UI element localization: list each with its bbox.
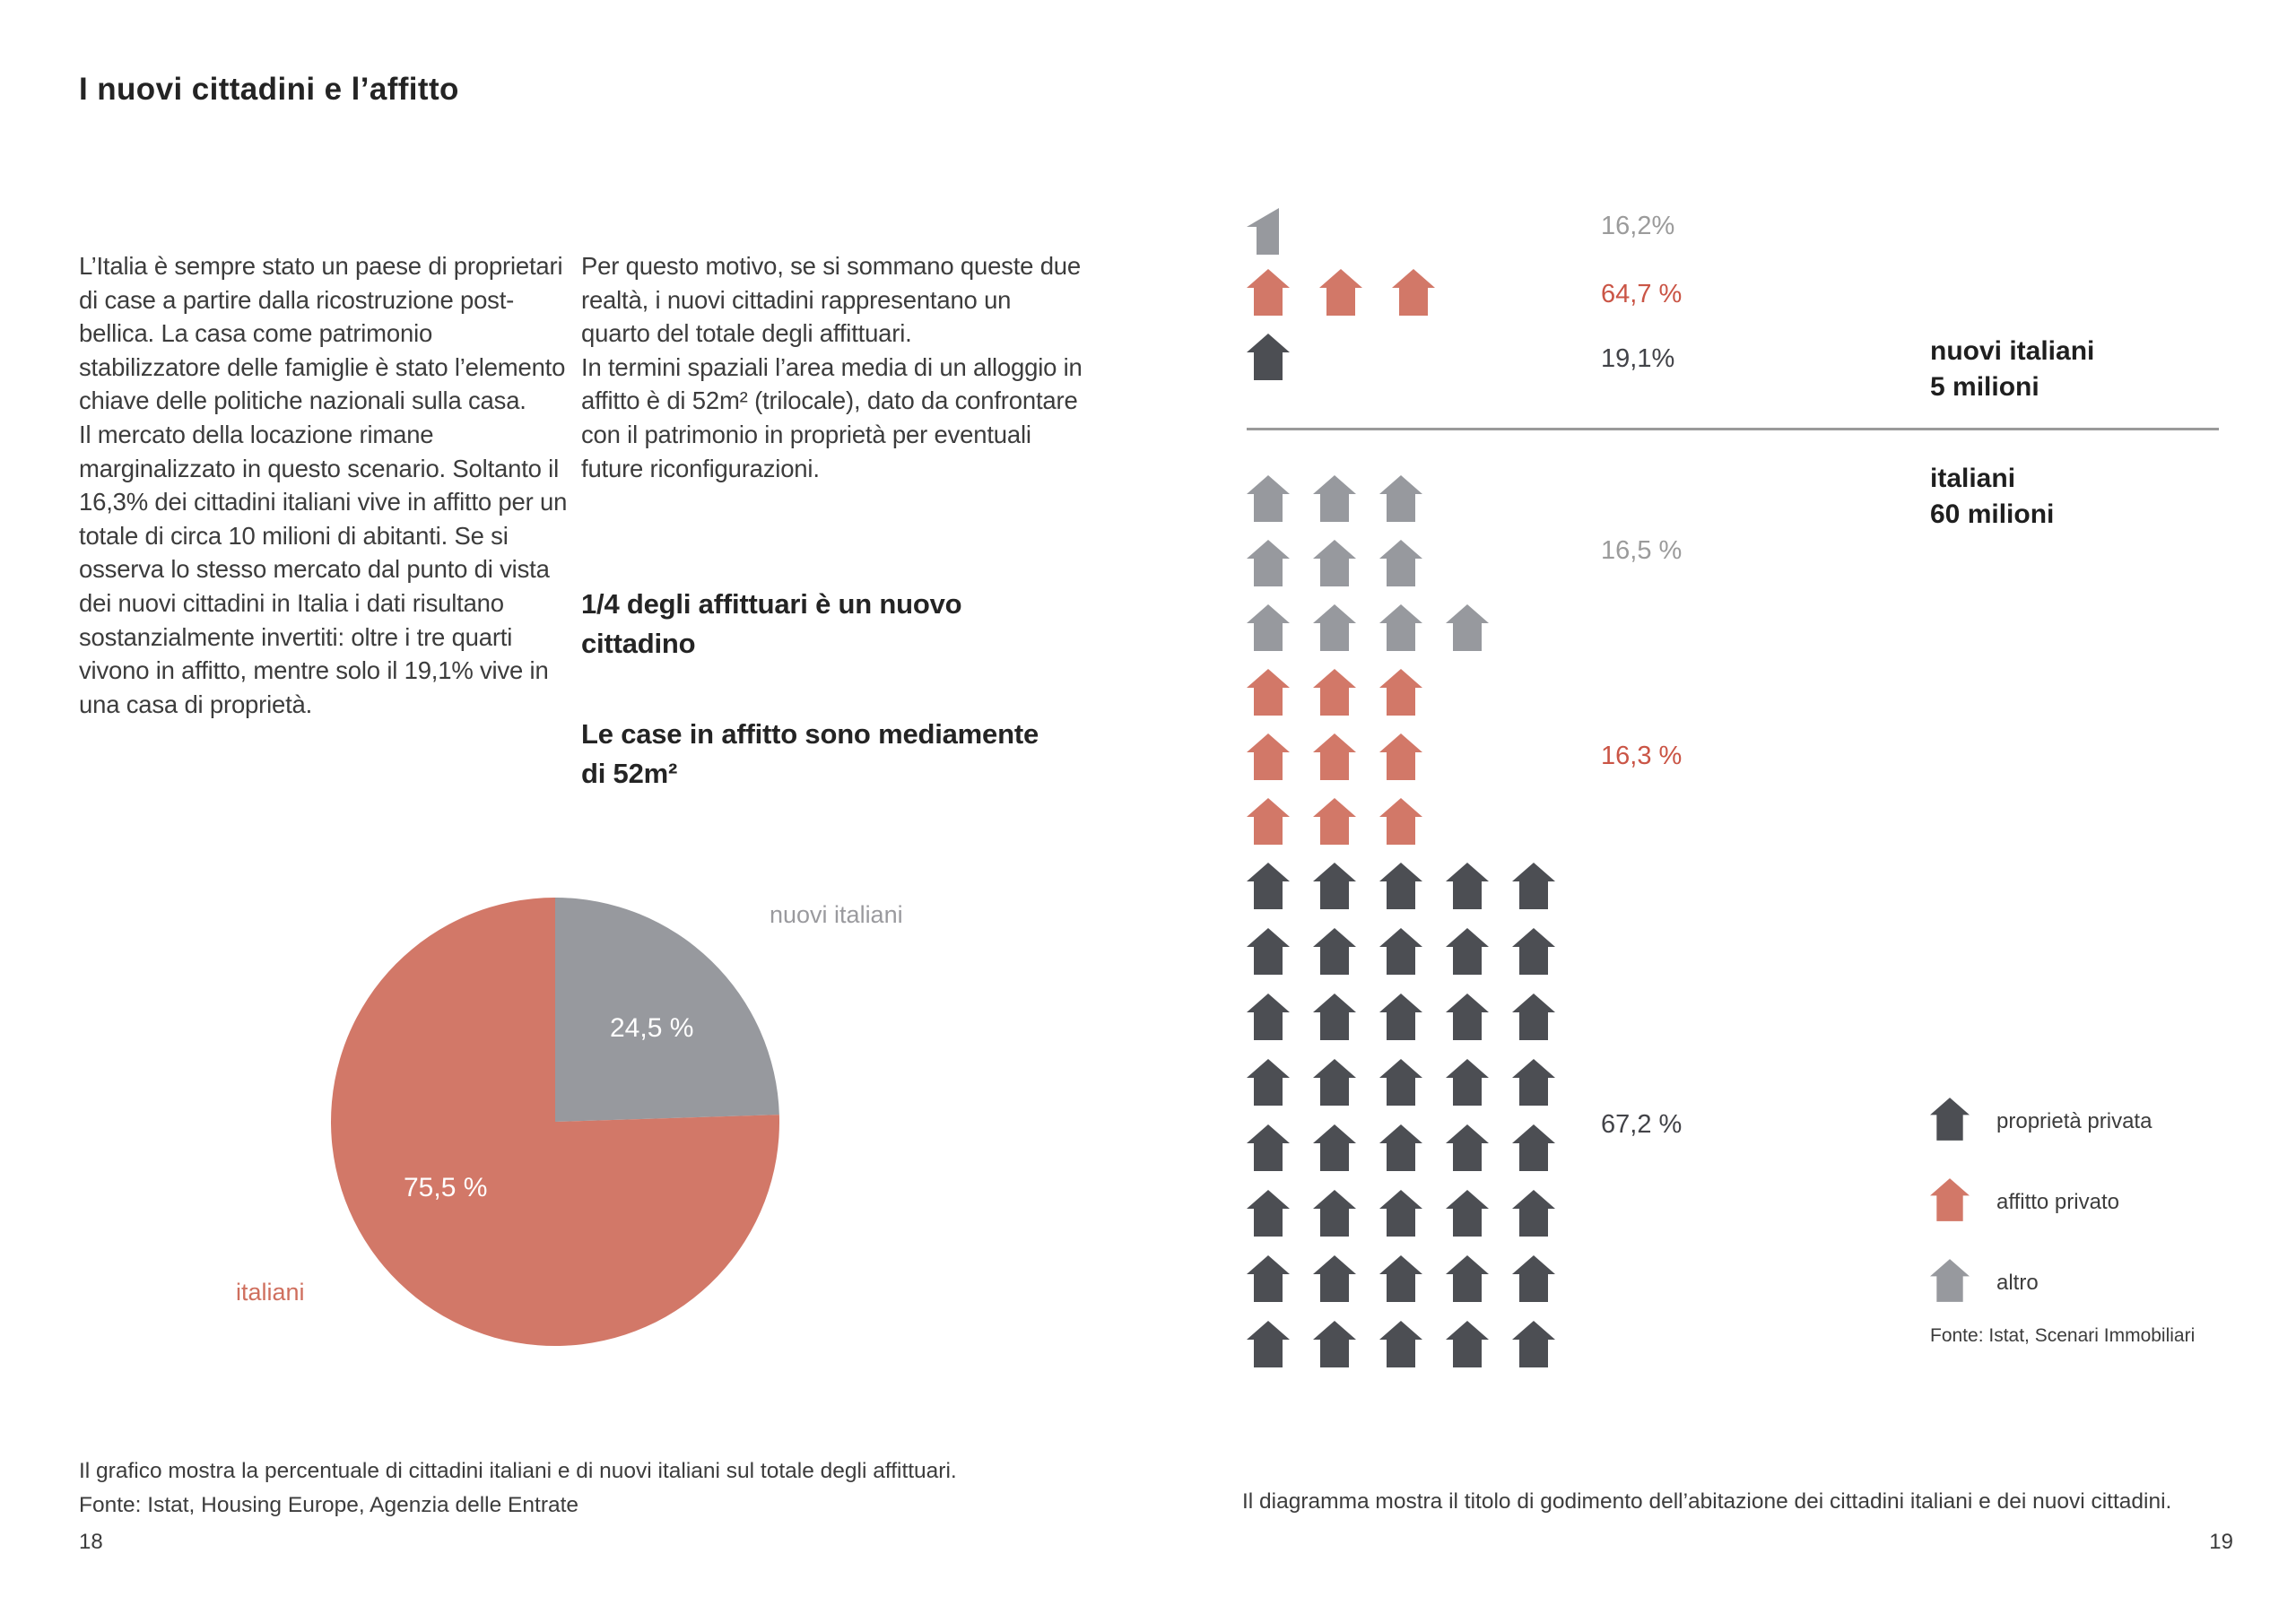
left-caption [79,1454,1137,1523]
divider-line [1247,428,2219,430]
pictogram-row [1247,798,1422,845]
house-icon [1446,928,1489,975]
pictogram-row [1247,269,1435,316]
house-icon [1446,1124,1489,1171]
house-icon [1512,1190,1555,1237]
house-icon [1247,669,1290,716]
house-icon [1379,928,1422,975]
house-icon [1379,1124,1422,1171]
pictogram-row [1247,334,1290,380]
pictogram-row [1247,733,1422,780]
house-icon [1247,1255,1290,1302]
pictogram-row [1247,1255,1555,1302]
page-title: I nuovi cittadini e l’affitto [79,72,459,107]
house-icon [1446,863,1489,909]
house-icon [1930,1259,1970,1302]
pictogram-pct [1601,280,1682,309]
house-icon [1313,669,1356,716]
house-icon [1446,994,1489,1040]
house-icon [1313,604,1356,651]
partial-house-icon [1247,208,1279,255]
house-icon [1930,1098,1970,1145]
population-label: nuovi italiani [1930,336,2095,366]
pictogram-source: Fonte: Istat, Scenari Immobiliari [1930,1325,2196,1346]
pie-chart [331,898,779,1346]
house-icon [1247,733,1290,780]
population-block-italiani [1930,461,2217,533]
pictogram-row [1247,475,1422,522]
house-icon [1512,1255,1555,1302]
house-icon [1247,798,1290,845]
pictogram-row [1247,669,1422,716]
house-icon [1512,1321,1555,1367]
house-icon [1247,604,1290,651]
house-icon [1379,1190,1422,1237]
pictogram-pct-label: 64,7 % [1601,280,1683,308]
pictogram-pct [1601,536,1682,566]
house-icon [1379,669,1422,716]
pictogram-pct-label: 16,2% [1601,212,1675,240]
pictogram-row [1247,604,1489,651]
house-icon [1930,1098,1970,1141]
house-icon [1313,540,1356,586]
house-icon [1379,863,1422,909]
population-label: italiani [1930,464,2016,493]
house-icon [1313,1255,1356,1302]
key-fact-heading-1: 1/4 degli affittuari è un nuovo cittadino [581,588,962,659]
house-icon [1379,475,1422,522]
house-icon [1247,269,1290,316]
house-icon [1379,604,1422,651]
pie-pct-italiani: 75,5 % [404,1173,488,1202]
house-icon [1319,269,1362,316]
text-column-1 [79,249,574,721]
house-icon [1247,1124,1290,1171]
house-icon [1379,1321,1422,1367]
house-icon [1247,1190,1290,1237]
population-value: 5 milioni [1930,372,2039,402]
population-value: 60 milioni [1930,499,2055,529]
house-icon [1512,994,1555,1040]
house-icon [1512,1059,1555,1106]
page-number-right: 19 [2209,1530,2233,1554]
house-icon [1446,1255,1489,1302]
house-icon [1247,475,1290,522]
pictogram-pct [1601,212,1674,241]
house-icon [1446,1321,1489,1367]
caption-line: Il grafico mostra la percentuale di cittadini italiani e di nuovi italiani sul totale degli affittuari. [79,1459,957,1483]
house-icon [1512,928,1555,975]
house-icon [1379,1059,1422,1106]
house-icon [1313,1124,1356,1171]
pictogram-pct-label: 16,5 % [1601,536,1683,565]
house-icon [1313,1321,1356,1367]
house-icon [1247,928,1290,975]
house-icon [1247,334,1290,380]
legend-item-altro [1930,1259,2039,1306]
pictogram-row [1247,928,1555,975]
pictogram-row [1247,208,1279,255]
house-icon [1313,1190,1356,1237]
pictogram-row [1247,994,1555,1040]
pie-label-italiani: italiani [236,1279,305,1306]
paragraph: Il mercato della locazione rimane marginalizzato in questo scenario. Soltanto il 16,3% dei cittadini italiani vive in affitto per un totale di circa 10 milioni di abitanti. Se si osserva lo stesso mercato dal punto di vista dei nuovi cittadini in Italia i dati risultano sostanzialmente invertiti: oltre i tre quarti vivono in affitto, mentre solo il 19,1% vive in una casa di proprietà. [79,420,568,718]
pictogram-row [1247,863,1555,909]
key-fact-heading-2: Le case in affitto sono mediamente di 52m² [581,718,1039,789]
house-icon [1930,1178,1970,1226]
house-icon [1379,1255,1422,1302]
pictogram-row [1247,1124,1555,1171]
pictogram-pct [1601,344,1674,374]
pie-label-nuovi-italiani: nuovi italiani [770,901,903,928]
paragraph: In termini spaziali l’area media di un alloggio in affitto è di 52m² (trilocale), dato da confrontare con il patrimonio in proprietà per eventuali future riconfigurazioni. [581,352,1083,482]
house-icon [1247,1059,1290,1106]
legend-item-affitto-privato [1930,1178,2119,1226]
legend-label: proprietà privata [1996,1108,2152,1133]
house-icon [1512,863,1555,909]
house-icon [1247,994,1290,1040]
pictogram-row [1247,1321,1555,1367]
pictogram-row [1247,1190,1555,1237]
pictogram-pct [1601,1110,1682,1140]
pie-slice [555,898,779,1122]
paragraph: L’Italia è sempre stato un paese di proprietari di case a partire dalla ricostruzione post-bellica. La casa come patrimonio stabilizzatore delle famiglie è stato l’elemento chiave delle politiche nazionali sulla casa. [79,252,566,415]
pictogram-row [1247,1059,1555,1106]
house-icon [1247,540,1290,586]
pictogram-row [1247,540,1422,586]
legend-label: altro [1996,1270,2039,1295]
house-icon [1392,269,1435,316]
text-column-2 [581,249,1083,485]
caption-line: Fonte: Istat, Housing Europe, Agenzia delle Entrate [79,1493,579,1517]
house-icon [1247,1321,1290,1367]
house-icon [1313,475,1356,522]
house-icon [1379,798,1422,845]
pictogram-pct-label: 19,1% [1601,344,1675,373]
house-icon [1313,863,1356,909]
house-icon [1446,604,1489,651]
house-icon [1313,798,1356,845]
house-icon [1247,863,1290,909]
right-caption: Il diagramma mostra il titolo di godimento dell’abitazione dei cittadini italiani e dei nuovi cittadini. [1242,1489,2172,1514]
population-block-nuovi-italiani [1930,334,2217,405]
house-icon [1379,540,1422,586]
legend-label: affitto privato [1996,1189,2119,1214]
house-icon [1313,928,1356,975]
house-icon [1313,733,1356,780]
house-icon [1379,994,1422,1040]
legend-item-proprieta-privata [1930,1098,2152,1145]
house-icon [1446,1059,1489,1106]
house-icon [1379,733,1422,780]
page-number-left: 18 [79,1530,103,1554]
pie-pct-nuovi-italiani: 24,5 % [610,1013,694,1043]
house-icon [1313,994,1356,1040]
house-icon [1313,1059,1356,1106]
house-icon [1930,1259,1970,1306]
house-icon [1446,1190,1489,1237]
house-icon [1930,1178,1970,1221]
pictogram-pct [1601,742,1682,771]
paragraph: Per questo motivo, se si sommano queste due realtà, i nuovi cittadini rappresentano un quarto del totale degli affittuari. [581,252,1081,348]
pictogram-pct-label: 16,3 % [1601,742,1683,770]
pictogram-pct-label: 67,2 % [1601,1110,1683,1139]
house-icon [1512,1124,1555,1171]
